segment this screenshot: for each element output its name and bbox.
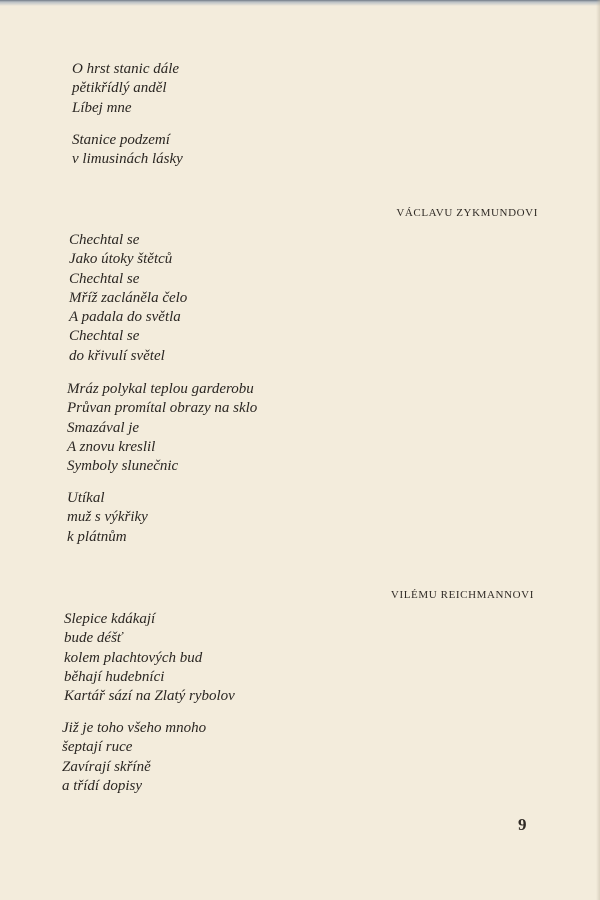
poem-line: Líbej mne	[72, 99, 132, 116]
poem-line: kolem plachtových bud	[64, 649, 203, 666]
poem-line: Mráz polykal teplou garderobu	[67, 381, 254, 397]
poem-line: Kartář sází na Zlatý rybolov	[64, 688, 235, 705]
poem-line: k plátnům	[67, 528, 127, 545]
poem-line: Chechtal se	[69, 270, 140, 287]
poem-line: Průvan promítal obrazy na sklo	[67, 400, 258, 417]
dedication-zykmund: VÁCLAVU ZYKMUNDOVI	[396, 207, 538, 219]
poem-line: běhají hudebníci	[64, 668, 165, 685]
dedication-reichmann: VILÉMU REICHMANNOVI	[390, 589, 534, 601]
poem-line: Chechtal se	[69, 232, 140, 248]
poem-2-stanza-3	[67, 489, 148, 547]
poem-line: Utíkal	[67, 490, 105, 506]
poem-line: Zavírají skříně	[62, 758, 151, 775]
poem-line: do křivulí světel	[69, 347, 165, 364]
poem-3-stanza-1	[64, 610, 235, 706]
poem-1-stanza-1	[72, 60, 179, 118]
poem-line: Smazával je	[67, 419, 140, 436]
poem-line: Symboly slunečnic	[67, 458, 179, 475]
poem-3-stanza-2	[62, 719, 206, 796]
poem-line: Mříž zacláněla čelo	[69, 289, 188, 306]
poem-line: Jako útoky štětců	[69, 251, 173, 268]
poem-line: muž s výkřiky	[67, 509, 148, 526]
page-edge-shading	[596, 0, 600, 900]
poem-line: Stanice podzemí	[72, 132, 170, 148]
poem-line: šeptají ruce	[62, 739, 133, 756]
poem-line: bude déšť	[64, 630, 123, 647]
poem-2-stanza-1	[69, 231, 187, 366]
poem-2-stanza-2	[67, 380, 257, 476]
poem-line: Chechtal se	[69, 328, 140, 345]
poem-line: Již je toho všeho mnoho	[62, 720, 207, 736]
poem-1-stanza-2	[72, 131, 183, 170]
page-number: 9	[518, 815, 527, 834]
poem-line: pětikřídlý anděl	[72, 80, 167, 97]
poem-line: a třídí dopisy	[62, 777, 143, 794]
poem-line: v limusinách lásky	[72, 151, 183, 168]
poem-line: Slepice kdákají	[64, 611, 156, 627]
page-top-shadow	[0, 0, 600, 6]
poem-line: O hrst stanic dále	[72, 61, 180, 77]
poem-line: A padala do světla	[69, 309, 181, 326]
poem-line: A znovu kreslil	[67, 438, 156, 455]
